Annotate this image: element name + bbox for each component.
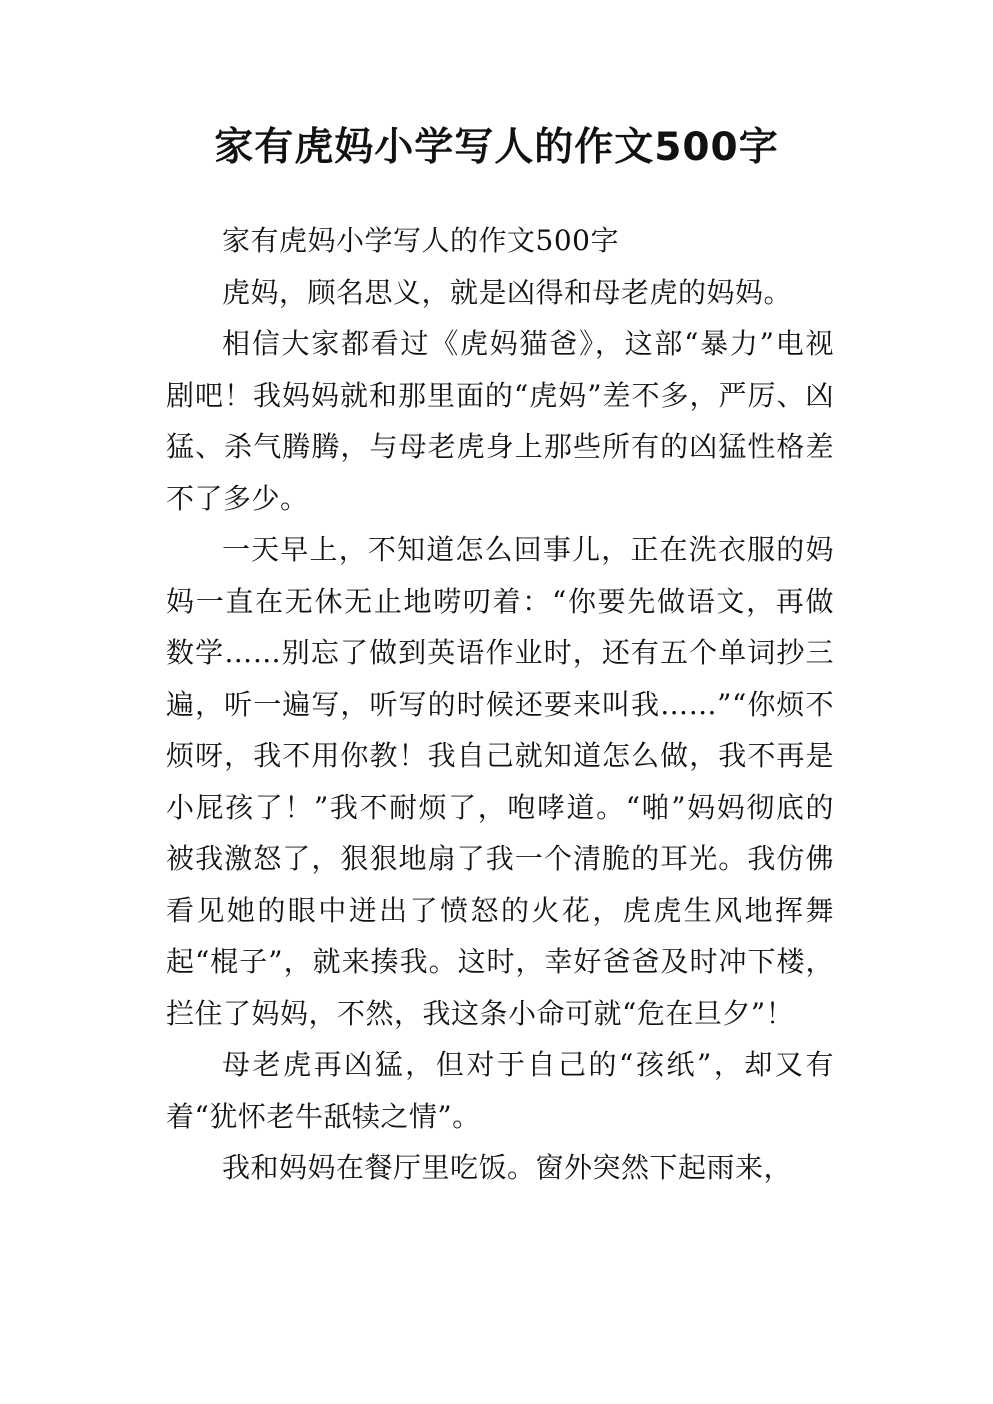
document-body bbox=[166, 215, 834, 1194]
paragraph-intro: 虎妈，顾名思义，就是凶得和母老虎的妈妈。 bbox=[222, 275, 793, 309]
document-title: 家有虎妈小学写人的作文500字 bbox=[214, 125, 779, 170]
paragraph-subtitle: 家有虎妈小学写人的作文500字 bbox=[222, 224, 619, 257]
paragraph-restaurant: 我和妈妈在餐厅里吃饭。窗外突然下起雨来， bbox=[222, 1151, 793, 1184]
paragraph-tv-show: 相信大家都看过《虎妈猫爸》，这部“暴力”电视剧吧！我妈妈就和那里面的“虎妈”差不多，严厉、凶猛、杀气腾腾，与母老虎身上那些所有的凶猛性格差不了多少。 bbox=[166, 327, 834, 515]
paragraph-morning-story: 一天早上，不知道怎么回事儿，正在洗衣服的妈妈一直在无休无止地唠叨着：“你要先做语文，再做数学……别忘了做到英语作业时，还有五个单词抄三遍，听一遍写，听写的时候还要来叫我……”“你烦不烦呀，我不用你教！我自己就知道怎么做，我不再是小屁孩了！”我不耐烦了，咆哮道。“啪”妈妈彻底的被我激怒了，狠狠地扇了我一个清脆的耳光。我仿佛看见她的眼中迸出了愤怒的火花，虎虎生风地挥舞起“棍子”，就来揍我。这时，幸好爸爸及时冲下楼，拦住了妈妈，不然，我这条小命可就“危在旦夕”！ bbox=[166, 533, 834, 1030]
paragraph-tender-side: 母老虎再凶猛，但对于自己的“孩纸”，却又有着“犹怀老牛舐犊之情”。 bbox=[166, 1048, 834, 1133]
